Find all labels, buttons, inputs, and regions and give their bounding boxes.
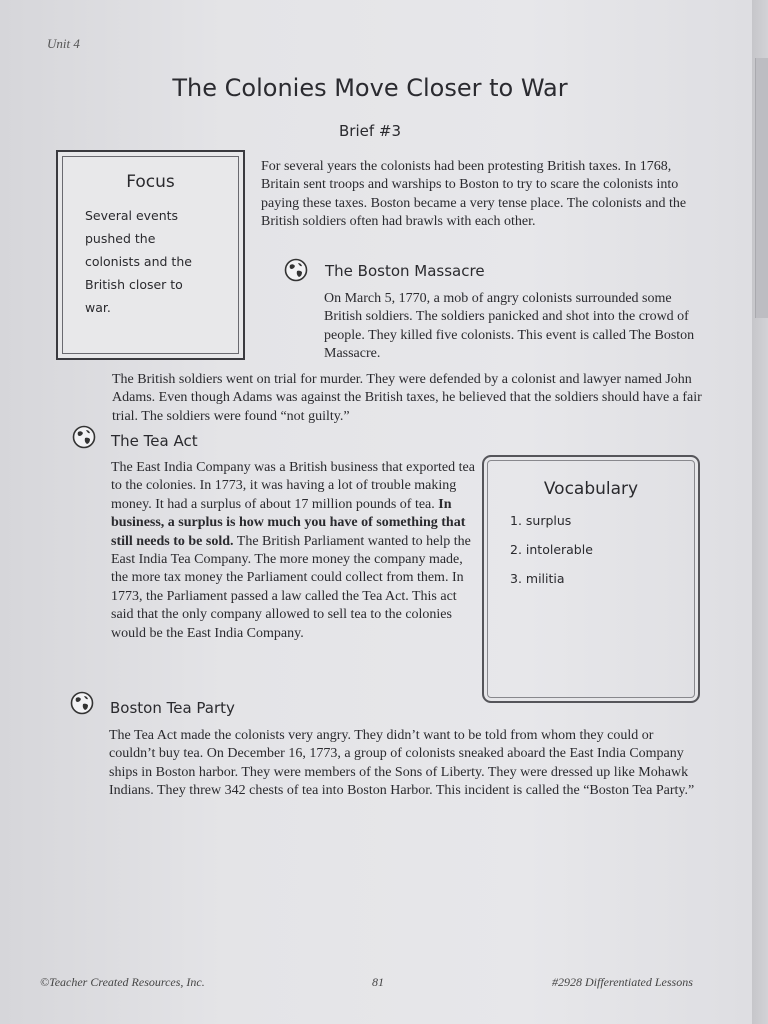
focus-box <box>56 150 245 360</box>
globe-icon <box>284 258 308 282</box>
surplus-definition: In business, a surplus is how much you have of something that still needs to be sold. <box>111 496 466 549</box>
boston-massacre-paragraph: On March 5, 1770, a mob of angry colonists surrounded some British soldiers. The soldiers panicked and shot into the crowd of people. They killed five colonists. This event is called The Boston Massacre. <box>324 291 695 362</box>
tea-act-text-continued: The British Parliament wanted to help the East India Tea Company. The more money the company made, the more tax money the Parliament could collect from them. In 1773, the Parliament passed a law called the Tea Act. This act said that the only company allowed to sell tea to the colonies would be the East India Company. <box>111 533 471 641</box>
page-number: 81 <box>372 975 384 989</box>
heading-boston-massacre: The Boston Massacre <box>325 262 485 280</box>
focus-title: Focus <box>126 172 175 192</box>
focus-text <box>85 204 235 319</box>
heading-boston-tea-party: Boston Tea Party <box>110 699 235 717</box>
vocabulary-item: 2. intolerable <box>510 542 593 557</box>
focus-line: war. <box>85 300 111 315</box>
tea-act-paragraph <box>111 459 476 643</box>
next-page-tab <box>755 58 768 318</box>
focus-line: pushed the <box>85 231 156 246</box>
focus-line: Several events <box>85 208 179 223</box>
focus-line: British closer to <box>85 277 183 292</box>
vocabulary-box <box>482 455 700 703</box>
globe-icon <box>70 691 94 715</box>
tea-act-text: The East India Company was a British business that exported tea to the colonies. In 1773, it was having a lot of trouble making money. It had a surplus of about 17 million pounds of tea. <box>111 460 475 512</box>
focus-line: colonists and the <box>85 254 192 269</box>
brief-number: Brief #3 <box>338 122 401 140</box>
trial-paragraph: The British soldiers went on trial for murder. They were defended by a colonist and lawyer named John Adams. Even though Adams was against the British taxes, he believed that the soldiers should have a fair trial. The soldiers were found “not guilty.” <box>112 372 702 424</box>
heading-tea-act: The Tea Act <box>111 432 198 450</box>
footer-copyright: ©Teacher Created Resources, Inc. <box>40 975 205 989</box>
intro-paragraph: For several years the colonists had been protesting British taxes. In 1768, Britain sent troops and warships to Boston to try to scare the colonists into paying these taxes. Boston became a very tense place. The colonists and the British soldiers often had brawls with each other. <box>261 159 687 230</box>
vocabulary-item: 1. surplus <box>510 513 572 528</box>
vocabulary-title: Vocabulary <box>543 479 639 499</box>
tea-party-paragraph: The Tea Act made the colonists very angry. They didn’t want to be told from whom they could or couldn’t buy tea. On December 16, 1773, a group of colonists sneaked aboard the East India Company ships in Boston harbor. They were members of the Sons of Liberty. They were dressed up like Mohawk Indians. They threw 342 chests of tea into Boston Harbor. This incident is called the “Boston Tea Party.” <box>109 728 695 799</box>
unit-label: Unit 4 <box>47 36 80 51</box>
vocabulary-item: 3. militia <box>510 571 565 586</box>
page-title: The Colonies Move Closer to War <box>172 74 568 102</box>
globe-icon <box>72 425 96 449</box>
footer-book-title: #2928 Differentiated Lessons <box>552 975 693 989</box>
